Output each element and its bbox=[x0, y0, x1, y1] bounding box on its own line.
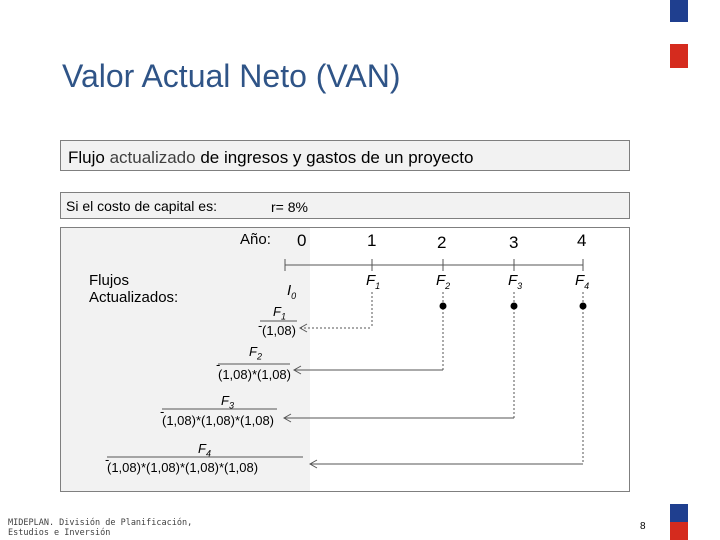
page-title: Valor Actual Neto (VAN) bbox=[62, 58, 401, 94]
year-0: 0 bbox=[297, 231, 307, 250]
rate-value: r= 8% bbox=[271, 199, 308, 215]
year-3: 3 bbox=[509, 233, 519, 252]
year-1: 1 bbox=[367, 231, 377, 250]
cost-label: Si el costo de capital es: bbox=[66, 198, 217, 214]
year-4: 4 bbox=[577, 231, 587, 250]
frac-den-1: (1,08) bbox=[262, 323, 296, 338]
year-2: 2 bbox=[437, 233, 447, 252]
frac-num-1: $F_1$ bbox=[273, 304, 286, 322]
subtitle-pre: Flujo bbox=[68, 148, 110, 167]
footer-text: MIDEPLAN. División de Planificación, Estudios e Inversión bbox=[8, 518, 193, 538]
flows-label-line1: Flujos bbox=[89, 272, 130, 289]
point-4 bbox=[580, 303, 587, 310]
flow-i0: $I_0$ bbox=[287, 282, 297, 301]
flow-f2: $F_2$ bbox=[436, 272, 451, 291]
point-3 bbox=[511, 303, 518, 310]
frac-den-2: (1,08)*(1,08) bbox=[218, 367, 291, 382]
frac-den-4: (1,08)*(1,08)*(1,08)*(1,08) bbox=[107, 460, 259, 475]
flow-f3: $F_3$ bbox=[508, 272, 523, 291]
page-number: 8 bbox=[640, 521, 646, 532]
frac-num-2: $F_2$ bbox=[249, 344, 262, 362]
frac-num-4: $F_4$ bbox=[198, 441, 211, 459]
flow-f1: $F_1$ bbox=[366, 272, 381, 291]
flows-label-line2: Actualizados: bbox=[89, 289, 179, 306]
point-2 bbox=[440, 303, 447, 310]
frac-den-3: (1,08)*(1,08)*(1,08) bbox=[162, 413, 274, 428]
frac-num-3: $F_3$ bbox=[221, 393, 234, 411]
flow-f4: $F_4$ bbox=[575, 272, 590, 291]
sign-2: - bbox=[216, 357, 221, 372]
sign-3: - bbox=[160, 404, 165, 419]
sign-4: - bbox=[105, 452, 110, 467]
subtitle-post: de ingresos y gastos de un proyecto bbox=[195, 148, 474, 167]
sign-1: - bbox=[258, 318, 263, 333]
year-label: Año: bbox=[240, 231, 271, 248]
subtitle-accent: actualizado bbox=[109, 148, 196, 167]
